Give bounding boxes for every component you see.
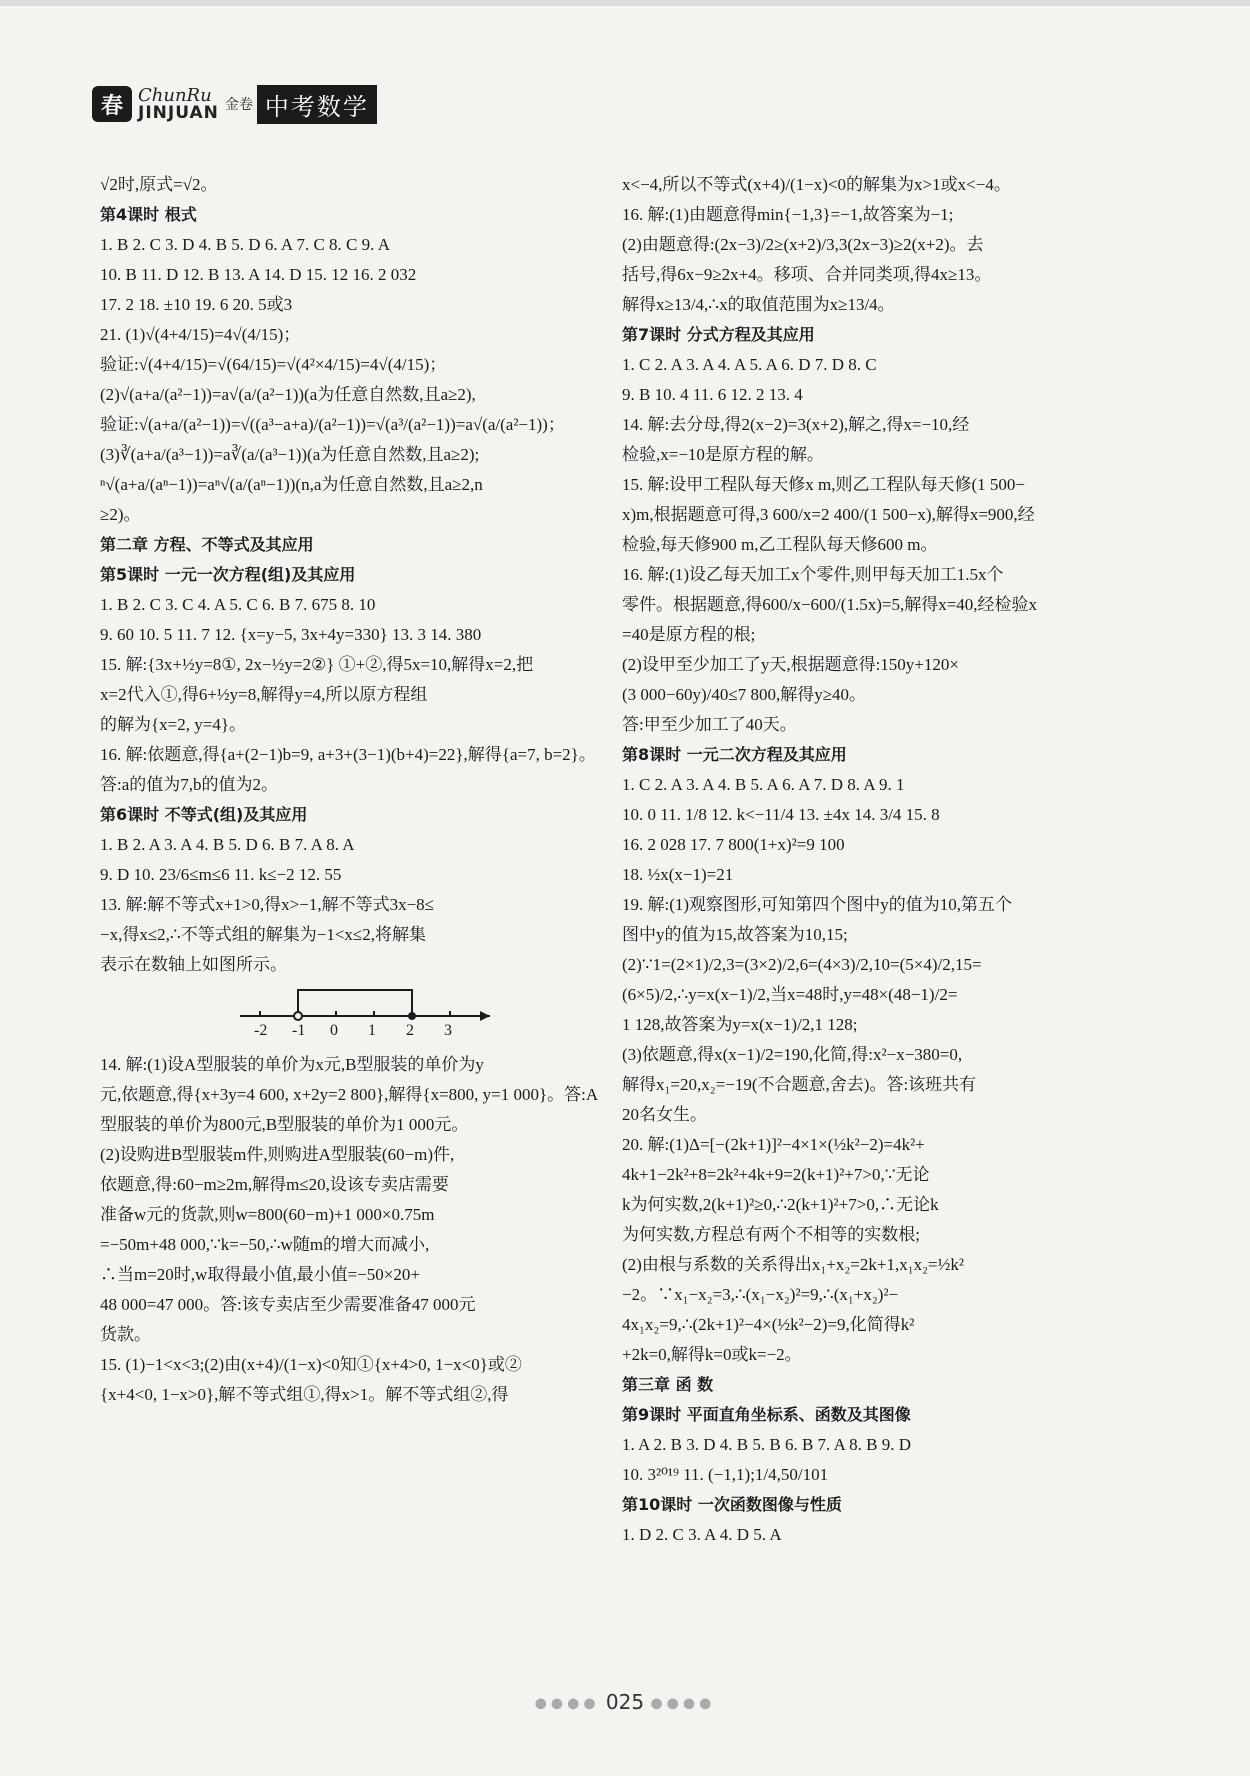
page-header — [92, 82, 377, 126]
answer-line: x<−4,所以不等式(x+4)/(1−x)<0的解集为x>1或x<−4。 — [622, 175, 1011, 194]
answer-line: 货款。 — [100, 1325, 151, 1344]
page-number: 025 — [605, 1690, 645, 1714]
answer-line: 17. 2 18. ±10 19. 6 20. 5或3 — [100, 295, 293, 314]
answer-line: 10. 0 11. 1/8 12. k<−11/4 13. ±4x 14. 3/4 15. 8 — [622, 805, 940, 824]
answer-line: (2)由根与系数的关系得出x₁+x₂=2k+1,x₁x₂=½k² — [622, 1255, 964, 1274]
answer-line: 9. 60 10. 5 11. 7 12. {x=y−5, 3x+4y=330} 13. 3 14. 380 — [100, 625, 482, 644]
top-rule — [0, 0, 1250, 6]
answer-line: 1. B 2. A 3. A 4. B 5. D 6. B 7. A 8. A — [100, 835, 355, 854]
answer-line: 括号,得6x−9≥2x+4。移项、合并同类项,得4x≥13。 — [622, 265, 992, 284]
answer-line: 16. 解:(1)设乙每天加工x个零件,则甲每天加工1.5x个 — [622, 565, 1004, 584]
answer-line: (2)由题意得:(2x−3)/2≥(x+2)/3,3(2x−3)≥2(x+2)。去 — [622, 235, 984, 254]
answer-line: 20名女生。 — [622, 1105, 707, 1124]
footer-dots-left: ●●●● — [534, 1695, 600, 1712]
answer-line: 解得x₁=20,x₂=−19(不合题意,舍去)。答:该班共有 — [622, 1075, 977, 1094]
section-heading: 第5课时 一元一次方程(组)及其应用 — [100, 565, 356, 584]
answer-line: (3 000−60y)/40≤7 800,解得y≥40。 — [622, 685, 867, 704]
number-line-arrow-icon — [480, 1011, 490, 1021]
answer-line: 依题意,得:60−m≥2m,解得m≤20,设该专卖店需要 — [100, 1175, 449, 1194]
answer-column-right — [622, 170, 1142, 1550]
closed-endpoint-marker — [408, 1012, 416, 1020]
answer-line: 验证:√(a+a/(a²−1))=√((a³−a+a)/(a²−1))=√(a³/(a²−1))=a√(a/(a²−1))； — [100, 415, 565, 434]
brand-logo: 春 — [92, 86, 132, 122]
answer-line: −x,得x≤2,∴不等式组的解集为−1<x≤2,将解集 — [100, 925, 426, 944]
answer-line: 10. B 11. D 12. B 13. A 14. D 15. 12 16. 2 032 — [100, 265, 417, 284]
answer-line: 16. 2 028 17. 7 800(1+x)²=9 100 — [622, 835, 845, 854]
answer-line: 14. 解:去分母,得2(x−2)=3(x+2),解之,得x=−10,经 — [622, 415, 970, 434]
answer-line: x=2代入①,得6+½y=8,解得y=4,所以原方程组 — [100, 685, 428, 704]
answer-line: 18. ½x(x−1)=21 — [622, 865, 734, 884]
answer-line: +2k=0,解得k=0或k=−2。 — [622, 1345, 802, 1364]
solution-range-bracket — [298, 990, 412, 1016]
answer-line: ∴当m=20时,w取得最小值,最小值=−50×20+ — [100, 1265, 420, 1284]
answer-line: √2时,原式=√2。 — [100, 175, 218, 194]
answer-line: 元,依题意,得{x+3y=4 600, x+2y=2 800},解得{x=800, y=1 000}。答:A — [100, 1085, 599, 1104]
number-line-tick-label: 2 — [406, 1022, 414, 1039]
answer-line: 13. 解:解不等式x+1>0,得x>−1,解不等式3x−8≤ — [100, 895, 434, 914]
section-heading: 第7课时 分式方程及其应用 — [622, 325, 815, 344]
answer-line: 1. B 2. C 3. C 4. A 5. C 6. B 7. 675 8. 10 — [100, 595, 376, 614]
answer-line: 的解为{x=2, y=4}。 — [100, 715, 246, 734]
answer-line: 14. 解:(1)设A型服装的单价为x元,B型服装的单价为y — [100, 1055, 484, 1074]
brand-name-jinjuan: JINJUAN — [138, 102, 219, 123]
answer-line: 答:甲至少加工了40天。 — [622, 715, 797, 734]
answer-line: 1. A 2. B 3. D 4. B 5. B 6. B 7. A 8. B 9. D — [622, 1435, 912, 1454]
brand-name-chinese: 金卷 — [224, 97, 253, 113]
open-endpoint-marker — [294, 1012, 302, 1020]
answer-line: 20. 解:(1)Δ=[−(2k+1)]²−4×1×(½k²−2)=4k²+ — [622, 1135, 925, 1154]
brand-name-latin: ChunRu — [138, 84, 212, 106]
answer-line: 48 000=47 000。答:该专卖店至少需要准备47 000元 — [100, 1295, 476, 1314]
number-line-figure — [240, 984, 500, 1044]
brand-name — [138, 84, 219, 123]
answer-line: 检验,x=−10是原方程的解。 — [622, 445, 824, 464]
answer-line: 零件。根据题意,得600/x−600/(1.5x)=5,解得x=40,经检验x — [622, 595, 1038, 614]
answer-line: 15. 解:设甲工程队每天修x m,则乙工程队每天修(1 500− — [622, 475, 1025, 494]
answer-line: −2。∵x₁−x₂=3,∴(x₁−x₂)²=9,∴(x₁+x₂)²− — [622, 1285, 899, 1304]
answer-line: 准备w元的货款,则w=800(60−m)+1 000×0.75m — [100, 1205, 435, 1224]
answer-line: 图中y的值为15,故答案为10,15; — [622, 925, 848, 944]
answer-line: 1. B 2. C 3. D 4. B 5. D 6. A 7. C 8. C 9. A — [100, 235, 390, 254]
page-footer — [0, 1690, 1250, 1714]
answer-line: 型服装的单价为800元,B型服装的单价为1 000元。 — [100, 1115, 469, 1134]
number-line-tick-label: 3 — [444, 1022, 452, 1039]
answer-line: 为何实数,方程总有两个不相等的实数根; — [622, 1225, 920, 1244]
answer-line: 验证:√(4+4/15)=√(64/15)=√(4²×4/15)=4√(4/15)； — [100, 355, 447, 374]
answer-line: 9. B 10. 4 11. 6 12. 2 13. 4 — [622, 385, 803, 404]
answer-line: ≥2)。 — [100, 505, 141, 524]
section-heading: 第二章 方程、不等式及其应用 — [100, 535, 314, 554]
number-line-tick-label: -1 — [292, 1022, 306, 1039]
footer-dots-right: ●●●● — [650, 1695, 716, 1712]
answer-line: 4k+1−2k²+8=2k²+4k+9=2(k+1)²+7>0,∵无论 — [622, 1165, 930, 1184]
answer-column-left — [100, 170, 610, 1410]
answer-line: 9. D 10. 23/6≤m≤6 11. k≤−2 12. 55 — [100, 865, 342, 884]
answer-line: 4x₁x₂=9,∴(2k+1)²−4×(½k²−2)=9,化简得k² — [622, 1315, 915, 1334]
answer-line: 16. 解:(1)由题意得min{−1,3}=−1,故答案为−1; — [622, 205, 954, 224]
answer-line: {x+4<0, 1−x>0},解不等式组①,得x>1。解不等式组②,得 — [100, 1385, 509, 1404]
answer-line: 21. (1)√(4+4/15)=4√(4/15)； — [100, 325, 301, 344]
answer-line: 答:a的值为7,b的值为2。 — [100, 775, 279, 794]
answer-line: 1. D 2. C 3. A 4. D 5. A — [622, 1525, 782, 1544]
answer-line: k为何实数,2(k+1)²≥0,∴2(k+1)²+7>0,∴无论k — [622, 1195, 939, 1214]
section-heading: 第4课时 根式 — [100, 205, 197, 224]
answer-line: 10. 3²⁰¹⁹ 11. (−1,1);1/4,50/101 — [622, 1465, 829, 1484]
number-line-tick-label: -2 — [254, 1022, 268, 1039]
answer-line: 19. 解:(1)观察图形,可知第四个图中y的值为10,第五个 — [622, 895, 1013, 914]
answer-line: (2)∵1=(2×1)/2,3=(3×2)/2,6=(4×3)/2,10=(5×4)/2,15= — [622, 955, 982, 974]
answer-line: (2)√(a+a/(a²−1))=a√(a/(a²−1))(a为任意自然数,且a≥2), — [100, 385, 476, 404]
answer-line: (6×5)/2,∴y=x(x−1)/2,当x=48时,y=48×(48−1)/2= — [622, 985, 958, 1004]
answer-line: (2)设甲至少加工了y天,根据题意得:150y+120× — [622, 655, 959, 674]
number-line-tick-label: 1 — [368, 1022, 376, 1039]
section-heading: 第9课时 平面直角坐标系、函数及其图像 — [622, 1405, 911, 1424]
answer-line: 检验,每天修900 m,乙工程队每天修600 m。 — [622, 535, 938, 554]
answer-line: ⁿ√(a+a/(aⁿ−1))=aⁿ√(a/(aⁿ−1))(n,a为任意自然数,且a≥2,n — [100, 475, 483, 494]
section-heading: 第10课时 一次函数图像与性质 — [622, 1495, 842, 1514]
answer-line: (2)设购进B型服装m件,则购进A型服装(60−m)件, — [100, 1145, 455, 1164]
answer-line: 1. C 2. A 3. A 4. B 5. A 6. A 7. D 8. A 9. 1 — [622, 775, 905, 794]
answer-line: =40是原方程的根; — [622, 625, 756, 644]
section-heading: 第三章 函 数 — [622, 1375, 714, 1394]
section-heading: 第8课时 一元二次方程及其应用 — [622, 745, 847, 764]
answer-line: 解得x≥13/4,∴x的取值范围为x≥13/4。 — [622, 295, 895, 314]
answer-line: 1. C 2. A 3. A 4. A 5. A 6. D 7. D 8. C — [622, 355, 877, 374]
answer-line: =−50m+48 000,∵k=−50,∴w随m的增大而减小, — [100, 1235, 430, 1254]
answer-line: (3)∛(a+a/(a³−1))=a∛(a/(a³−1))(a为任意自然数,且a≥2); — [100, 445, 480, 464]
answer-line: 表示在数轴上如图所示。 — [100, 955, 287, 974]
answer-line: (3)依题意,得x(x−1)/2=190,化简,得:x²−x−380=0, — [622, 1045, 963, 1064]
number-line-tick-label: 0 — [330, 1022, 338, 1039]
answer-line: 1 128,故答案为y=x(x−1)/2,1 128; — [622, 1015, 858, 1034]
series-title: 中考数学 — [257, 85, 377, 124]
answer-line: 15. (1)−1<x<3;(2)由(x+4)/(1−x)<0知①{x+4>0, 1−x<0}或② — [100, 1355, 522, 1374]
answer-line: 15. 解:{3x+½y=8①, 2x−½y=2②} ①+②,得5x=10,解得x=2,把 — [100, 655, 534, 674]
section-heading: 第6课时 不等式(组)及其应用 — [100, 805, 308, 824]
answer-line: x)m,根据题意可得,3 600/x=2 400/(1 500−x),解得x=900,经 — [622, 505, 1035, 524]
answer-line: 16. 解:依题意,得{a+(2−1)b=9, a+3+(3−1)(b+4)=22},解得{a=7, b=2}。 — [100, 745, 596, 764]
number-line-svg — [240, 984, 500, 1024]
